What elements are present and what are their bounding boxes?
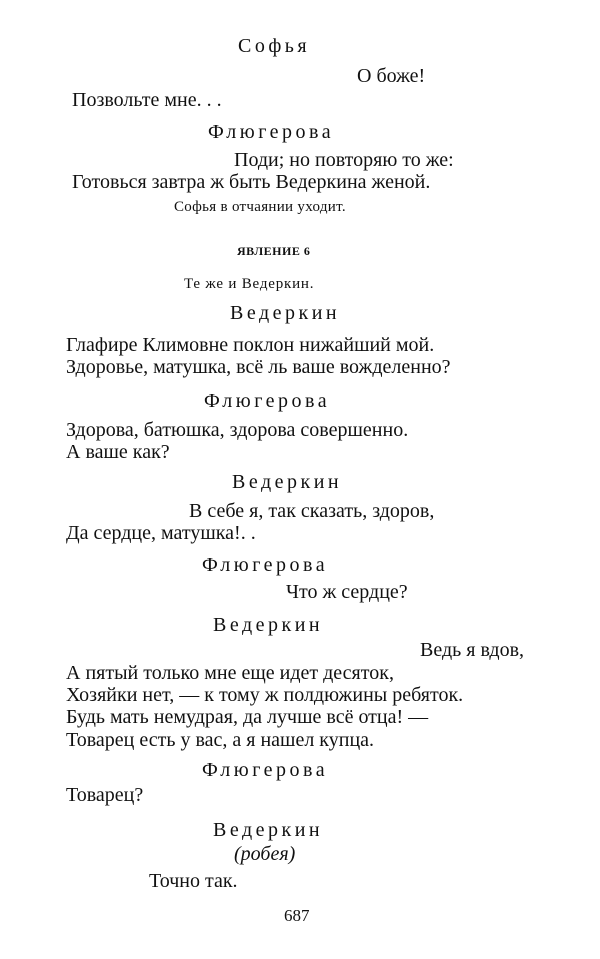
scene-heading: ЯВЛЕНИЕ 6: [237, 244, 311, 258]
page-number: 687: [284, 906, 310, 925]
verse-line: Готовься завтра ж быть Ведеркина женой.: [72, 171, 431, 193]
verse-line: Товарец?: [66, 784, 144, 806]
speaker-name: Софья: [238, 35, 311, 57]
stage-direction: Софья в отчаянии уходит.: [174, 199, 346, 215]
verse-line: Будь мать немудрая, да лучше всё отца! —: [66, 706, 429, 728]
verse-line: А ваше как?: [66, 441, 170, 463]
speaker-name: Флюгерова: [204, 390, 331, 412]
verse-line: Хозяйки нет, — к тому ж полдюжины ребяток.: [66, 684, 464, 706]
verse-line: Позвольте мне. . .: [72, 89, 222, 111]
stage-direction: (робея): [234, 843, 296, 865]
speaker-name: Ведеркин: [213, 819, 324, 841]
verse-line: Здоровье, матушка, всё ль ваше вожделенно?: [66, 356, 451, 378]
speaker-name: Флюгерова: [202, 554, 329, 576]
verse-line: Товарец есть у вас, а я нашел купца.: [66, 729, 375, 751]
verse-line: Поди; но повторяю то же:: [234, 149, 454, 171]
verse-line: О боже!: [357, 65, 426, 87]
speaker-name: Ведеркин: [213, 614, 324, 636]
verse-line: Да сердце, матушка!. .: [66, 522, 256, 544]
cast-line: Те же и Ведеркин.: [184, 276, 315, 292]
verse-line: Здорова, батюшка, здорова совершенно.: [66, 419, 409, 441]
verse-line: В себе я, так сказать, здоров,: [189, 500, 435, 522]
speaker-name: Флюгерова: [208, 121, 335, 143]
speaker-name: Флюгерова: [202, 759, 329, 781]
verse-line: Глафире Климовне поклон нижайший мой.: [66, 334, 435, 356]
speaker-name: Ведеркин: [230, 302, 341, 324]
verse-line: Ведь я вдов,: [420, 639, 525, 661]
verse-line: Точно так.: [149, 870, 238, 892]
verse-line: Что ж сердце?: [286, 581, 408, 603]
speaker-name: Ведеркин: [232, 471, 343, 493]
verse-line: А пятый только мне еще идет десяток,: [66, 662, 394, 684]
